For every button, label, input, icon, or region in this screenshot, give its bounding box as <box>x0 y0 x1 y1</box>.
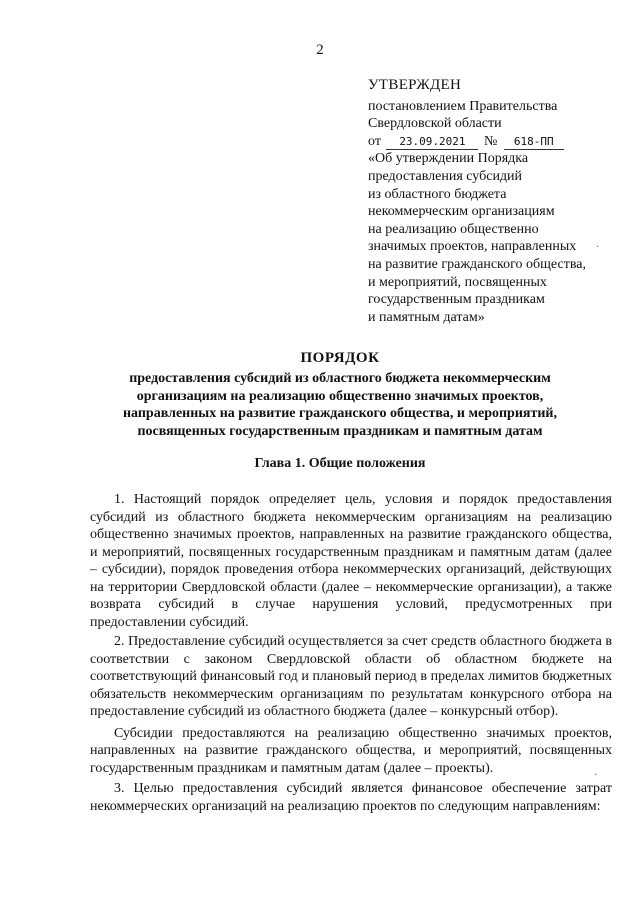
scan-speck: · <box>594 770 598 781</box>
approval-line: постановлением Правительства <box>368 98 558 114</box>
date-prefix: от <box>368 133 381 149</box>
resolution-line: некоммерческим организациям <box>368 204 555 220</box>
resolution-line: значимых проектов, направленных <box>368 239 577 255</box>
approval-title: УТВЕРЖДЕН <box>368 77 462 93</box>
resolution-line: государственным праздникам <box>368 292 545 308</box>
resolution-line: на развитие гражданского общества, <box>368 256 586 272</box>
approval-line: Свердловской области <box>368 116 502 132</box>
resolution-line: на реализацию общественно <box>368 221 539 237</box>
number-prefix: № <box>483 133 498 149</box>
paragraph: 2. Предоставление субсидий осуществляется за счет средств областного бюджета в соответствии с законом Свердловской области об областном бюджете на соответствующий финансовый год и плановый период в пределах лимитов бюджетных обязательств некоммерческим организациям по результатам конкурсного отбора на предоставление субсидий из областного бюджета (далее – конкурсный отбор). <box>90 634 612 719</box>
paragraph: Субсидии предоставляются на реализацию общественно значимых проектов, направленных на развитие гражданского общества, и мероприятий, посвященных государственным праздникам и памятным датам (далее – проекты). <box>90 725 612 776</box>
chapter-heading: Глава 1. Общие положения <box>254 456 426 471</box>
subtitle-line: посвященных государственным праздникам и памятным датам <box>137 423 543 439</box>
scan-speck: · <box>596 242 600 253</box>
document-subtitle <box>60 370 620 440</box>
approval-stamp <box>368 77 630 326</box>
subtitle-line: направленных на развитие гражданского общества, и мероприятий, <box>122 406 557 422</box>
paragraph: 1. Настоящий порядок определяет цель, условия и порядок предоставления субсидий из областного бюджета некоммерческим организациям на реализацию общественно значимых проектов, направленных на развитие гражданского общества, и мероприятий, посвященных государственным праздникам и памятным датам (далее – субсидии), порядок проведения отбора некоммерческих организаций, действующих на территории Свердловской области (далее – некоммерческие организации), а также возврата субсидий в случае нарушения условий, предусмотренных при предоставлении субсидий. <box>90 492 612 630</box>
document-title: ПОРЯДОК <box>300 350 380 366</box>
subtitle-line: предоставления субсидий из областного бюджета некоммерческим <box>129 371 551 386</box>
approval-number: 618-ПП <box>504 135 564 150</box>
resolution-line: из областного бюджета <box>368 186 507 202</box>
resolution-line: и мероприятий, посвященных <box>368 274 547 290</box>
document-body <box>90 491 612 815</box>
paragraph: 3. Целью предоставления субсидий является финансовое обеспечение затрат некоммерческих организаций на реализацию проектов по следующим направлениям: <box>90 781 612 814</box>
approval-date: 23.09.2021 <box>386 135 478 150</box>
subtitle-line: организациям на реализацию общественно значимых проектов, <box>136 388 544 404</box>
resolution-line: и памятным датам» <box>368 309 485 325</box>
resolution-line: предоставления субсидий <box>368 168 523 184</box>
resolution-line: «Об утверждении Порядка <box>368 151 529 167</box>
page-number: 2 <box>316 42 324 58</box>
approval-date-line <box>368 133 630 151</box>
